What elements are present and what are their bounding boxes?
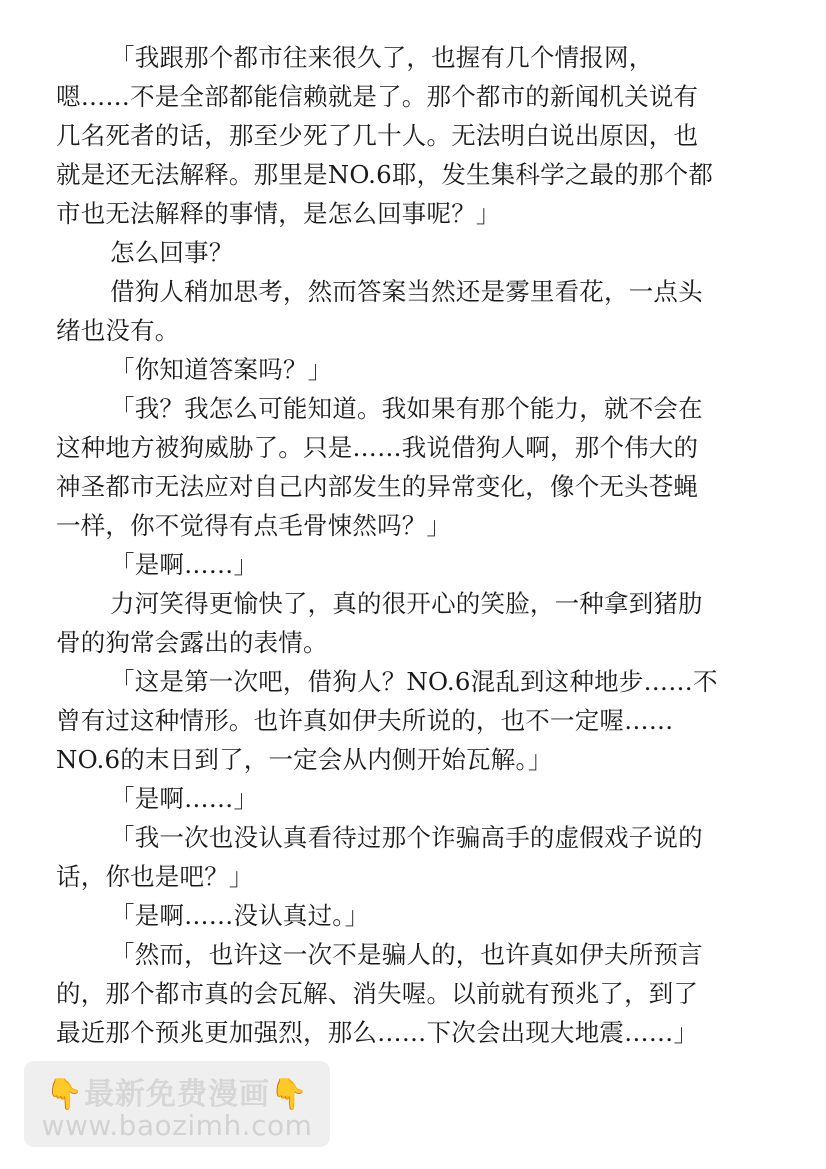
watermark-title-text: 最新免费漫画	[84, 1077, 270, 1112]
watermark-url[interactable]: www.baozimh.com	[41, 1109, 313, 1142]
text-line: 话，你也是吧？」	[56, 862, 254, 891]
text-line: 这种地方被狗威胁了。只是……我说借狗人啊，那个伟大的	[56, 433, 699, 462]
text-line: 「这是第一次吧，借狗人？NO.6混乱到这种地步……不	[110, 667, 718, 696]
watermark-badge[interactable]	[24, 1061, 330, 1147]
text-line: 借狗人稍加思考，然而答案当然还是雾里看花，一点头	[110, 277, 703, 306]
text-line: 神圣都市无法应对自己内部发生的异常变化，像个无头苍蝇	[56, 472, 699, 501]
pointing-down-icon: 👇	[45, 1077, 84, 1112]
text-line: 「是啊……没认真过。」	[110, 901, 370, 930]
pointing-down-icon: 👇	[270, 1077, 309, 1112]
text-line: 力河笑得更愉快了，真的很开心的笑脸，一种拿到猪肋	[110, 589, 703, 618]
text-line: 「是啊……」	[110, 550, 259, 579]
text-line: 几名死者的话，那至少死了几十人。无法明白说出原因，也	[56, 121, 699, 150]
text-line: 最近那个预兆更加强烈，那么……下次会出现大地震……」	[56, 1018, 699, 1047]
text-line: 「我？我怎么可能知道。我如果有那个能力，就不会在	[110, 394, 703, 423]
watermark-title	[24, 1069, 330, 1113]
text-line: 怎么回事？	[110, 238, 234, 267]
text-line: 「我跟那个都市往来很久了，也握有几个情报网，	[110, 43, 654, 72]
text-line: NO.6的末日到了，一定会从内侧开始瓦解。」	[56, 745, 553, 774]
text-line: 「是啊……」	[110, 784, 259, 813]
text-line: 嗯……不是全部都能信赖就是了。那个都市的新闻机关说有	[56, 82, 699, 111]
text-line: 市也无法解释的事情，是怎么回事呢？」	[56, 199, 501, 228]
text-line: 曾有过这种情形。也许真如伊夫所说的，也不一定喔……	[56, 706, 674, 735]
text-line: 「然而，也许这一次不是骗人的，也许真如伊夫所预言	[110, 940, 703, 969]
text-line: 骨的狗常会露出的表情。	[56, 628, 328, 657]
text-line: 「我一次也没认真看待过那个诈骗高手的虚假戏子说的	[110, 823, 703, 852]
text-line: 「你知道答案吗？」	[110, 355, 333, 384]
body-text	[56, 38, 756, 1052]
text-line: 就是还无法解释。那里是NO.6耶，发生集科学之最的那个都	[56, 160, 714, 189]
text-line: 绪也没有。	[56, 316, 180, 345]
text-line: 一样，你不觉得有点毛骨悚然吗？」	[56, 511, 452, 540]
text-line: 的，那个都市真的会瓦解、消失喔。以前就有预兆了，到了	[56, 979, 699, 1008]
